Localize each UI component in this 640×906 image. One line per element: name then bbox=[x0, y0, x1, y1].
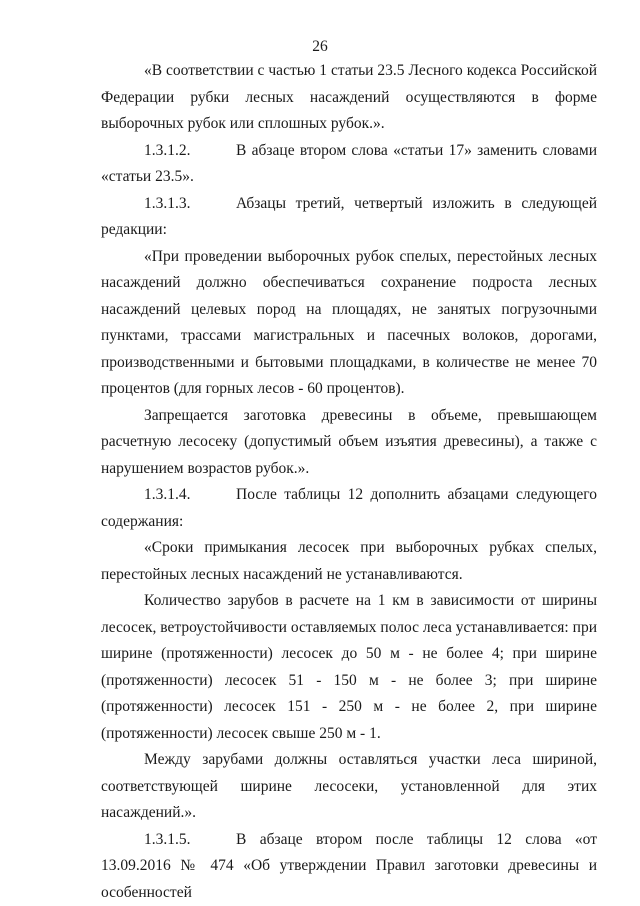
paragraph-text: «В соответствии с частью 1 статьи 23.5 Лесного кодекса Российской Федерации рубки лесных насаждений осуществляются в форме выборочных рубок или сплошных рубок.». bbox=[101, 62, 597, 132]
paragraph-text: Количество зарубов в расчете на 1 км в зависимости от ширины лесосек, ветроустойчивости оставляемых полос леса устанавливается: при ширине (протяженности) лесосек до 50 м - не более 4; при ширине (протяженности) лесосек 51 - 150 м - не более 3; при ширине (протяженности) лесосек 151 - 250 м - не более 2, при ширине (протяженности) лесосек свыше 250 м - 1. bbox=[101, 592, 597, 742]
clause-number: 1.3.1.3. bbox=[144, 191, 236, 218]
clause-text: В абзаце втором слова «статьи 17» заменить словами «статьи 23.5». bbox=[101, 142, 597, 186]
clause-number: 1.3.1.2. bbox=[144, 138, 236, 165]
clause-1-3-1-4 bbox=[101, 482, 597, 535]
paragraph-adjacency-terms bbox=[101, 535, 597, 588]
clause-number: 1.3.1.5. bbox=[144, 827, 236, 854]
paragraph-selective-felling bbox=[101, 244, 597, 403]
clause-1-3-1-3 bbox=[101, 191, 597, 244]
paragraph-harvest-prohibition bbox=[101, 403, 597, 483]
paragraph-text: «Сроки примыкания лесосек при выборочных рубках спелых, перестойных лесных насаждений не устанавливаются. bbox=[101, 539, 597, 583]
clause-text: После таблицы 12 дополнить абзацами следующего содержания: bbox=[101, 486, 597, 530]
page-number: 26 bbox=[0, 38, 640, 56]
clause-1-3-1-5 bbox=[101, 827, 597, 906]
paragraph-text: Между зарубами должны оставляться участки леса шириной, соответствующей ширине лесосеки, установленной для этих насаждений.». bbox=[101, 751, 597, 821]
document-body bbox=[101, 58, 597, 906]
clause-number: 1.3.1.4. bbox=[144, 482, 236, 509]
paragraph-forest-strips bbox=[101, 747, 597, 827]
paragraph-cut-count bbox=[101, 588, 597, 747]
clause-text: Абзацы третий, четвертый изложить в следующей редакции: bbox=[101, 195, 597, 239]
paragraph-text: Запрещается заготовка древесины в объеме, превышающем расчетную лесосеку (допустимый объем изъятия древесины), а также с нарушением возрастов рубок.». bbox=[101, 407, 597, 477]
clause-text: В абзаце втором после таблицы 12 слова «от 13.09.2016 № 474 «Об утверждении Правил заготовки древесины и особенностей bbox=[101, 831, 597, 901]
paragraph-text: «При проведении выборочных рубок спелых, перестойных лесных насаждений должно обеспечиваться сохранение подроста лесных насаждений целевых пород на площадях, не занятых погрузочными пунктами, трассами магистральных и пасечных волоков, дорогами, производственными и бытовыми площадками, в количестве не менее 70 процентов (для горных лесов - 60 процентов). bbox=[101, 248, 597, 398]
clause-1-3-1-2 bbox=[101, 138, 597, 191]
paragraph-article-23-5-quote bbox=[101, 58, 597, 138]
